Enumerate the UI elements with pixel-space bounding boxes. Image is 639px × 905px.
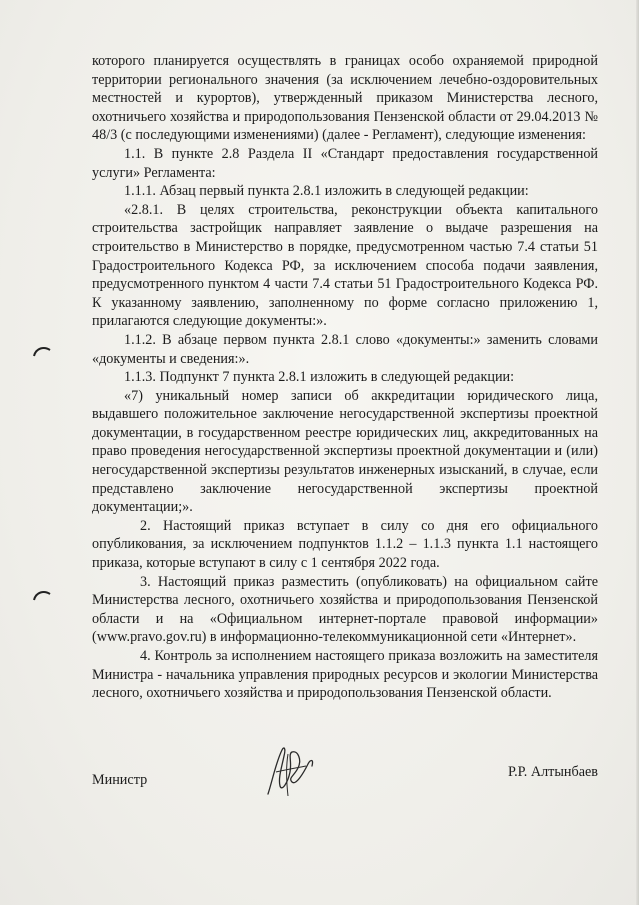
punch-hole-arc-icon	[32, 588, 52, 602]
document-body	[92, 52, 598, 703]
paragraph-7-quote: «7) уникальный номер записи об аккредитации юридического лица, выдавшего положительное заключение негосударственной экспертизы проектной документации, в государственном реестре юридических лиц, аккредитованных на право проведения негосударственной экспертизы проектной документации и (или) негосударственной экспертизы результатов инженерных изысканий, в случае, если представлено заключение негосударственной экспертизы проектной документации;».	[92, 387, 598, 516]
paragraph-1-1-3: 1.1.3. Подпункт 7 пункта 2.8.1 изложить в следующей редакции:	[124, 369, 515, 386]
paragraph-4: 4. Контроль за исполнением настоящего приказа возложить на заместителя Министра - начальника управления природных ресурсов и экологии Министерства лесного, охотничьего хозяйства и природопользования Пензенской области.	[92, 648, 598, 702]
signatory-role: Министр	[92, 772, 148, 788]
punch-hole-arc-icon	[32, 344, 52, 358]
paragraph-2-8-1-quote: «2.8.1. В целях строительства, реконструкции объекта капитального строительства застройщик направляет заявление о выдаче разрешения на строительство в Министерство в порядке, предусмотренном частью 7.4 статьи 51 Градостроительного Кодекса РФ, за исключением способа подачи заявления, предусмотренного пунктом 4 части 7.4 статьи 51 Градостроительного Кодекса РФ. К указанному заявлению, заполненному по форме согласно приложению 1, прилагаются следующие документы:».	[92, 201, 598, 330]
paragraph-1-1: 1.1. В пункте 2.8 Раздела II «Стандарт предоставления государственной услуги» Регламента:	[92, 145, 598, 181]
signatory-name: Р.Р. Алтынбаев	[507, 764, 598, 780]
paragraph-3: 3. Настоящий приказ разместить (опубликовать) на официальном сайте Министерства лесного, охотничьего хозяйства и природопользования Пензенской области и на «Официальном интернет-портале правовой информации» (www.pravo.gov.ru) в информационно-телекоммуникационной сети «Интернет».	[92, 573, 598, 646]
handwritten-signature-icon	[258, 742, 320, 802]
paragraph-1-1-1: 1.1.1. Абзац первый пункта 2.8.1 изложить в следующей редакции:	[124, 183, 529, 200]
signature-block	[92, 766, 598, 806]
paragraph-1-1-2: 1.1.2. В абзаце первом пункта 2.8.1 слово «документы:» заменить словами «документы и сведения:».	[92, 331, 598, 367]
paragraph-2: 2. Настоящий приказ вступает в силу со дня его официального опубликования, за исключением подпунктов 1.1.2 – 1.1.3 пункта 1.1 настоящего приказа, которые вступают в силу с 1 сентября 2022 года.	[92, 517, 598, 572]
paragraph-intro: которого планируется осуществлять в границах особо охраняемой природной территории регионального значения (за исключением лечебно-оздоровительных местностей и курортов), утвержденный приказом Министерства лесного, охотничьего хозяйства и природопользования Пензенской области от 29.04.2013 № 48/3 (с последующими изменениями) (далее - Регламент), следующие изменения:	[92, 53, 598, 144]
